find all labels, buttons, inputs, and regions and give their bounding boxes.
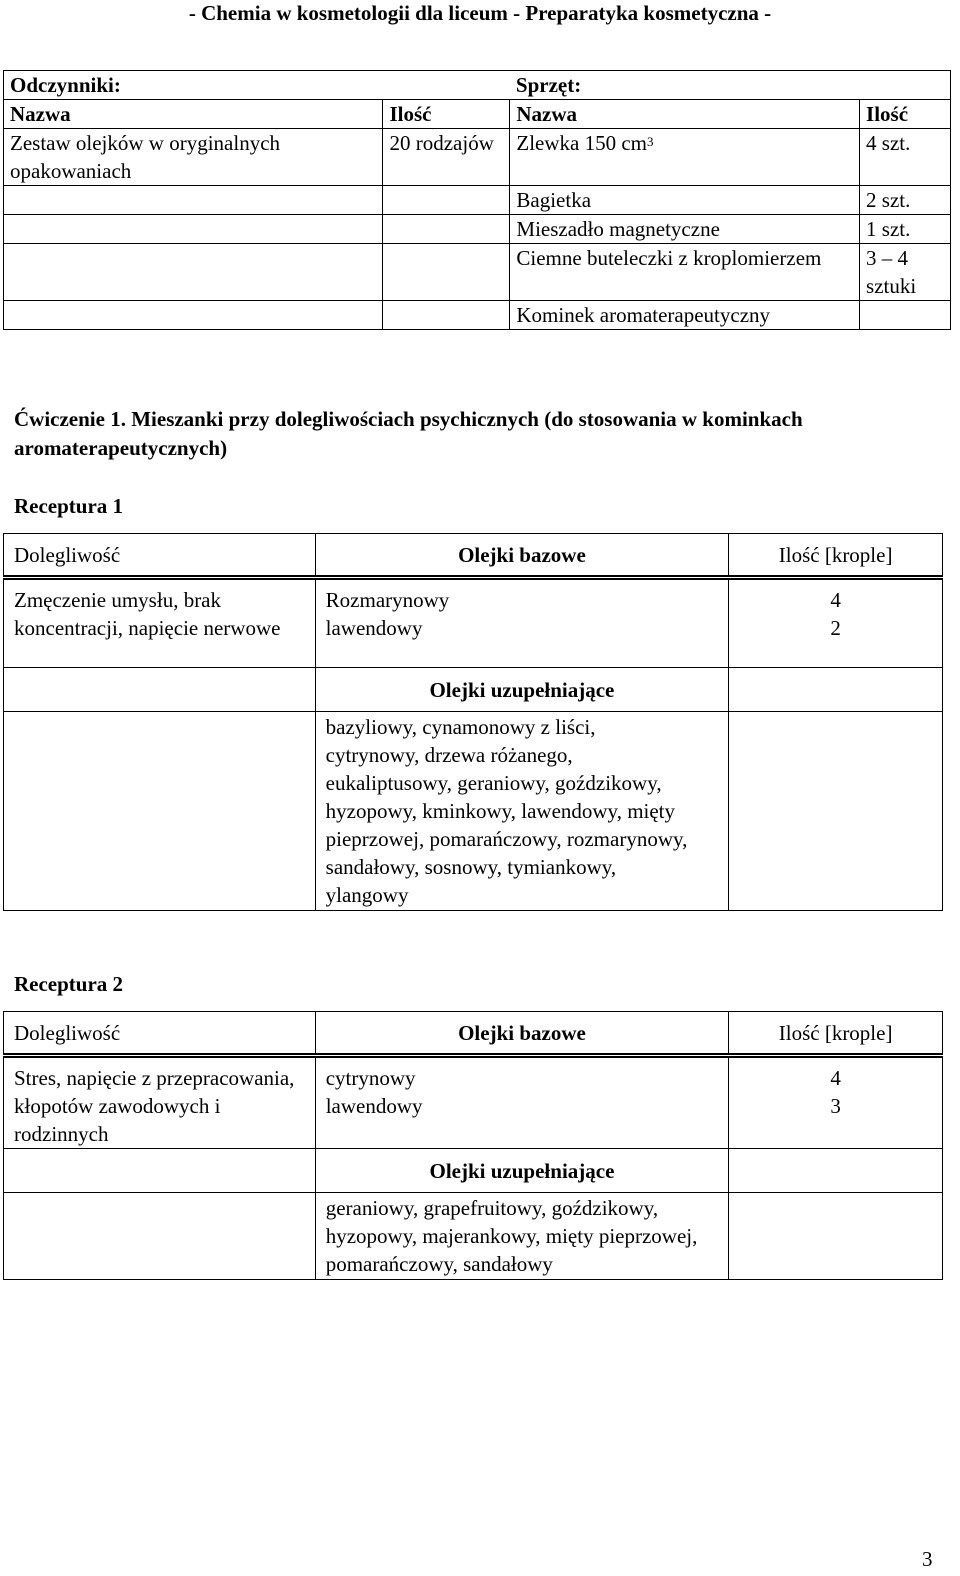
equipment-name-header: Nazwa — [510, 100, 860, 129]
recipe-1-title: Receptura 1 — [14, 494, 124, 518]
qty-header: Ilość [krople] — [729, 534, 943, 578]
empty-cell — [4, 244, 383, 301]
base-qty-value: 3 — [830, 1094, 841, 1118]
equipment-name: Mieszadło magnetyczne — [510, 215, 860, 244]
equipment-qty-header: Ilość — [860, 100, 951, 129]
base-oils-header: Olejki bazowe — [315, 534, 729, 578]
supplementary-oils: geraniowy, grapefruitowy, goździkowy, hyzopowy, majerankowy, mięty pieprzowej, pomarańczowy, sandałowy — [315, 1193, 729, 1280]
empty-cell — [4, 186, 383, 215]
equipment-title: Sprzęt: — [510, 71, 951, 100]
supplementary-header: Olejki uzupełniające — [315, 1149, 729, 1193]
base-oils — [315, 1056, 729, 1149]
qty-header: Ilość [krople] — [729, 1012, 943, 1056]
reagent-name: Zestaw olejków w oryginalnych opakowaniach — [4, 129, 383, 186]
reagent-qty: 20 rodzajów — [383, 129, 510, 186]
base-qty — [729, 578, 943, 668]
equipment-qty: 2 szt. — [860, 186, 951, 215]
exercise-title: Ćwiczenie 1. Mieszanki przy dolegliwościach psychicznych (do stosowania w kominkach aromaterapeutycznych) — [14, 407, 803, 460]
empty-cell — [4, 215, 383, 244]
equipment-name — [510, 129, 860, 186]
empty-cell — [383, 215, 510, 244]
empty-cell — [4, 1193, 316, 1280]
recipe-2-title: Receptura 2 — [14, 972, 124, 996]
base-qty-value: 4 — [830, 588, 841, 612]
reagent-name-header: Nazwa — [4, 100, 383, 129]
recipe-1-table — [3, 533, 943, 911]
supplementary-oils: bazyliowy, cynamonowy z liści, cytrynowy, drzewa różanego, eukaliptusowy, geraniowy, goździkowy, hyzopowy, kminkowy, lawendowy, mięty pieprzowej, pomarańczowy, rozmarynowy, sandałowy, sosnowy, tymiankowy, ylangowy — [315, 712, 729, 911]
equipment-name: Kominek aromaterapeutyczny — [510, 301, 860, 330]
base-oil: lawendowy — [325, 1094, 423, 1118]
base-qty — [729, 1056, 943, 1149]
page-header: - Chemia w kosmetologii dla liceum - Preparatyka kosmetyczna - — [188, 1, 772, 25]
materials-table — [3, 70, 951, 330]
equipment-name-text: Zlewka 150 cm — [516, 131, 648, 155]
empty-cell — [383, 301, 510, 330]
ailment-header: Dolegliwość — [4, 1012, 316, 1056]
base-oils-header: Olejki bazowe — [315, 1012, 729, 1056]
empty-cell — [383, 186, 510, 215]
base-oils — [315, 578, 729, 668]
base-oil: lawendowy — [325, 616, 423, 640]
empty-cell — [729, 1149, 943, 1193]
empty-cell — [4, 668, 316, 712]
ailment: Stres, napięcie z przepracowania, kłopotów zawodowych i rodzinnych — [4, 1056, 316, 1149]
base-oil: cytrynowy — [325, 1066, 416, 1090]
empty-cell — [729, 668, 943, 712]
reagents-title: Odczynniki: — [4, 71, 510, 100]
equipment-qty — [860, 301, 951, 330]
base-oil: Rozmarynowy — [325, 588, 450, 612]
equipment-name: Ciemne buteleczki z kroplomierzem — [510, 244, 860, 301]
empty-cell — [4, 1149, 316, 1193]
ailment: Zmęczenie umysłu, brak koncentracji, napięcie nerwowe — [4, 578, 316, 668]
supplementary-header: Olejki uzupełniające — [315, 668, 729, 712]
equipment-qty: 4 szt. — [860, 129, 951, 186]
empty-cell — [4, 712, 316, 911]
empty-cell — [729, 712, 943, 911]
empty-cell — [729, 1193, 943, 1280]
ailment-header: Dolegliwość — [4, 534, 316, 578]
equipment-qty: 1 szt. — [860, 215, 951, 244]
reagent-qty-header: Ilość — [383, 100, 510, 129]
empty-cell — [383, 244, 510, 301]
equipment-qty: 3 – 4 sztuki — [860, 244, 951, 301]
recipe-2-table — [3, 1011, 943, 1280]
equipment-name: Bagietka — [510, 186, 860, 215]
empty-cell — [4, 301, 383, 330]
base-qty-value: 2 — [830, 616, 841, 640]
page-number: 3 — [922, 1547, 933, 1571]
equipment-name-sup: 3 — [647, 134, 654, 149]
base-qty-value: 4 — [830, 1066, 841, 1090]
